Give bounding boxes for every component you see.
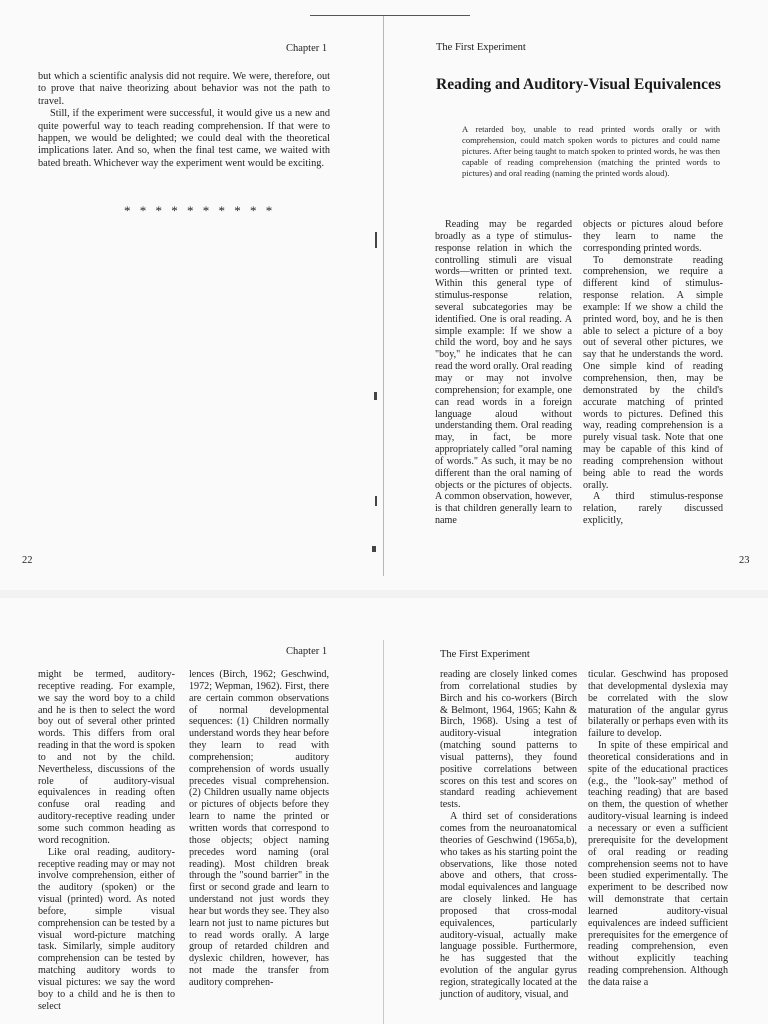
paragraph: Like oral reading, auditory-receptive reading may or may not involve comprehension, either of the auditory (spoken) or the visual (printed) word. As noted before, simple visual comprehension can be tested by a visual word-picture matching task. Similarly, simple auditory comprehension can be tested by matching auditory words to visual pictures: we say the word boy to a child and he is then to select — [38, 846, 175, 1012]
paragraph: objects or pictures aloud before they learn to name the corresponding printed words. — [583, 219, 723, 254]
page-25-column-1 — [440, 669, 577, 1001]
paragraph: A third stimulus-response relation, rarely discussed explicitly, — [583, 491, 723, 527]
paragraph: Reading may be regarded broadly as a type of stimulus-response relation in which the controlling stimuli are visual words—written or printed text. Within this general type of stimulus-response relation, several subcategories may be identified. One is oral reading. A simple example: If we show a child the word, boy and he says "boy," he indicates that he can read the word orally. Oral reading may or may not involve comprehension; for example, one can read words in a foreign language aloud without understanding them. Oral reading may, in fact, be more appropriately called "oral naming of words." As such, it may be no different than the oral naming of objects or the pictures of objects. A common observation, however, is that children generally learn to name — [435, 219, 572, 527]
page-23-column-2 — [583, 219, 723, 527]
page-number: 22 — [22, 555, 33, 566]
section-divider: * * * * * * * * * * — [124, 203, 276, 218]
page-24-column-2 — [189, 669, 329, 989]
paragraph: In spite of these empirical and theoretical considerations and in spite of the educational practices (e.g., the "look-say" method of teaching reading) that are based on them, the question of whether auditory-visual learning is indeed a necessary or even a sufficient prerequisite for the development of oral reading or reading comprehension seems not to have been studied experimentally. The experiment to be described now will demonstrate that certain learned auditory-visual equivalences are indeed sufficient prerequisites for the emergence of reading comprehension, even without explicitly teaching reading comprehension. Although the data raise a — [588, 740, 728, 988]
paragraph: reading are closely linked comes from correlational studies by Birch and his co-workers (Birch & Belmont, 1964, 1965; Kahn & Birch, 1968). Using a test of auditory-visual integration (matching sound patterns to visual patterns), they found positive correlations between scores on this test and scores on standard reading achievement tests. — [440, 669, 577, 811]
page-25-column-2 — [588, 669, 728, 989]
page-header-running-title: The First Experiment — [436, 42, 526, 53]
paragraph: A third set of considerations comes from the neuroanatomical theories of Geschwind (1965a,b), who takes as his starting point the observations, like those noted above and others, that cross-modal equivalences and language are closely linked. He has proposed that cross-modal equivalences, particularly auditory-visual, actually make language possible. Furthermore, he has suggested that the evolution of the angular gyrus region, strategically located at the junction of auditory, visual, and — [440, 811, 577, 1000]
paragraph: lences (Birch, 1962; Geschwind, 1972; Wepman, 1962). First, there are certain common observations of normal developmental sequences: (1) Children normally understand words they hear before they learn to read with comprehension; auditory comprehension of words usually precedes visual comprehension. (2) Children usually name objects or pictures of objects before they learn to name the printed or written words that correspond to those objects; object naming precedes word naming (oral reading). Most children break through the "sound barrier" in the first or second grade and learn to understand not just words they hear but words they see. They also learn not just to name pictures but to read words orally. A large group of retarded children and dyslexic children, however, has not made the transfer from auditory comprehen- — [189, 669, 329, 988]
page-23-column-1 — [435, 219, 572, 527]
paragraph: ticular. Geschwind has proposed that developmental dyslexia may be correlated with the slow maturation of the angular gyrus bilaterally or perhaps even with its failure to develop. — [588, 669, 728, 740]
page-header-chapter: Chapter 1 — [286, 646, 328, 657]
paragraph: might be termed, auditory-receptive reading. For example, we say the word boy to a child and he is then to select the word boy out of several other printed words. This differs from oral reading in that the word is spoken to and not by the child. Nevertheless, discussions of the role of auditory-visual equivalences in reading often confuse oral reading and auditory-receptive reading under some such common heading as word recognition. — [38, 669, 175, 846]
spread-separator — [0, 590, 768, 598]
page-header-running-title: The First Experiment — [440, 649, 530, 660]
margin-mark — [375, 232, 377, 248]
margin-mark — [374, 392, 377, 400]
gutter-line-bottom — [383, 640, 384, 1024]
page-24-column-1 — [38, 669, 175, 1012]
gutter-line-top — [383, 16, 384, 576]
scan-edge-line — [310, 15, 470, 16]
paragraph: To demonstrate reading comprehension, we require a different kind of stimulus-response relation. A simple example: If we show a child the printed word, boy, and he is then able to select a picture of a boy out of several other pictures, we say that he understands the word. One simple kind of reading comprehension, then, may be demonstrated by the child's accurate matching of printed words to pictures. Defined this way, reading comprehension is a purely visual task. Note that one may be capable of this kind of reading comprehension without being able to read the words orally. — [583, 254, 723, 491]
margin-mark — [375, 496, 377, 506]
page-header-chapter: Chapter 1 — [286, 43, 328, 54]
paragraph: Still, if the experiment were successful, it would give us a new and quite powerful way to teach reading comprehension. If that were to happen, we would be delighted; we could deal with the theoretical implications later. And so, when the final test came, we waited with bated breath. Whichever way the experiment went would be exciting. — [38, 108, 330, 169]
page-22-body — [38, 71, 330, 170]
margin-mark — [372, 546, 376, 552]
page-number: 23 — [739, 555, 750, 566]
section-abstract: A retarded boy, unable to read printed words orally or with comprehension, could match spoken words to pictures and could name pictures. After being taught to match spoken to printed words, he was then capable of reading comprehension (matching the printed words to pictures) and oral reading (naming the printed words aloud). — [462, 124, 720, 178]
section-title: Reading and Auditory-Visual Equivalences — [436, 76, 721, 93]
paragraph: but which a scientific analysis did not require. We were, therefore, out to prove that naive theorizing about behavior was not the path to travel. — [38, 71, 330, 107]
